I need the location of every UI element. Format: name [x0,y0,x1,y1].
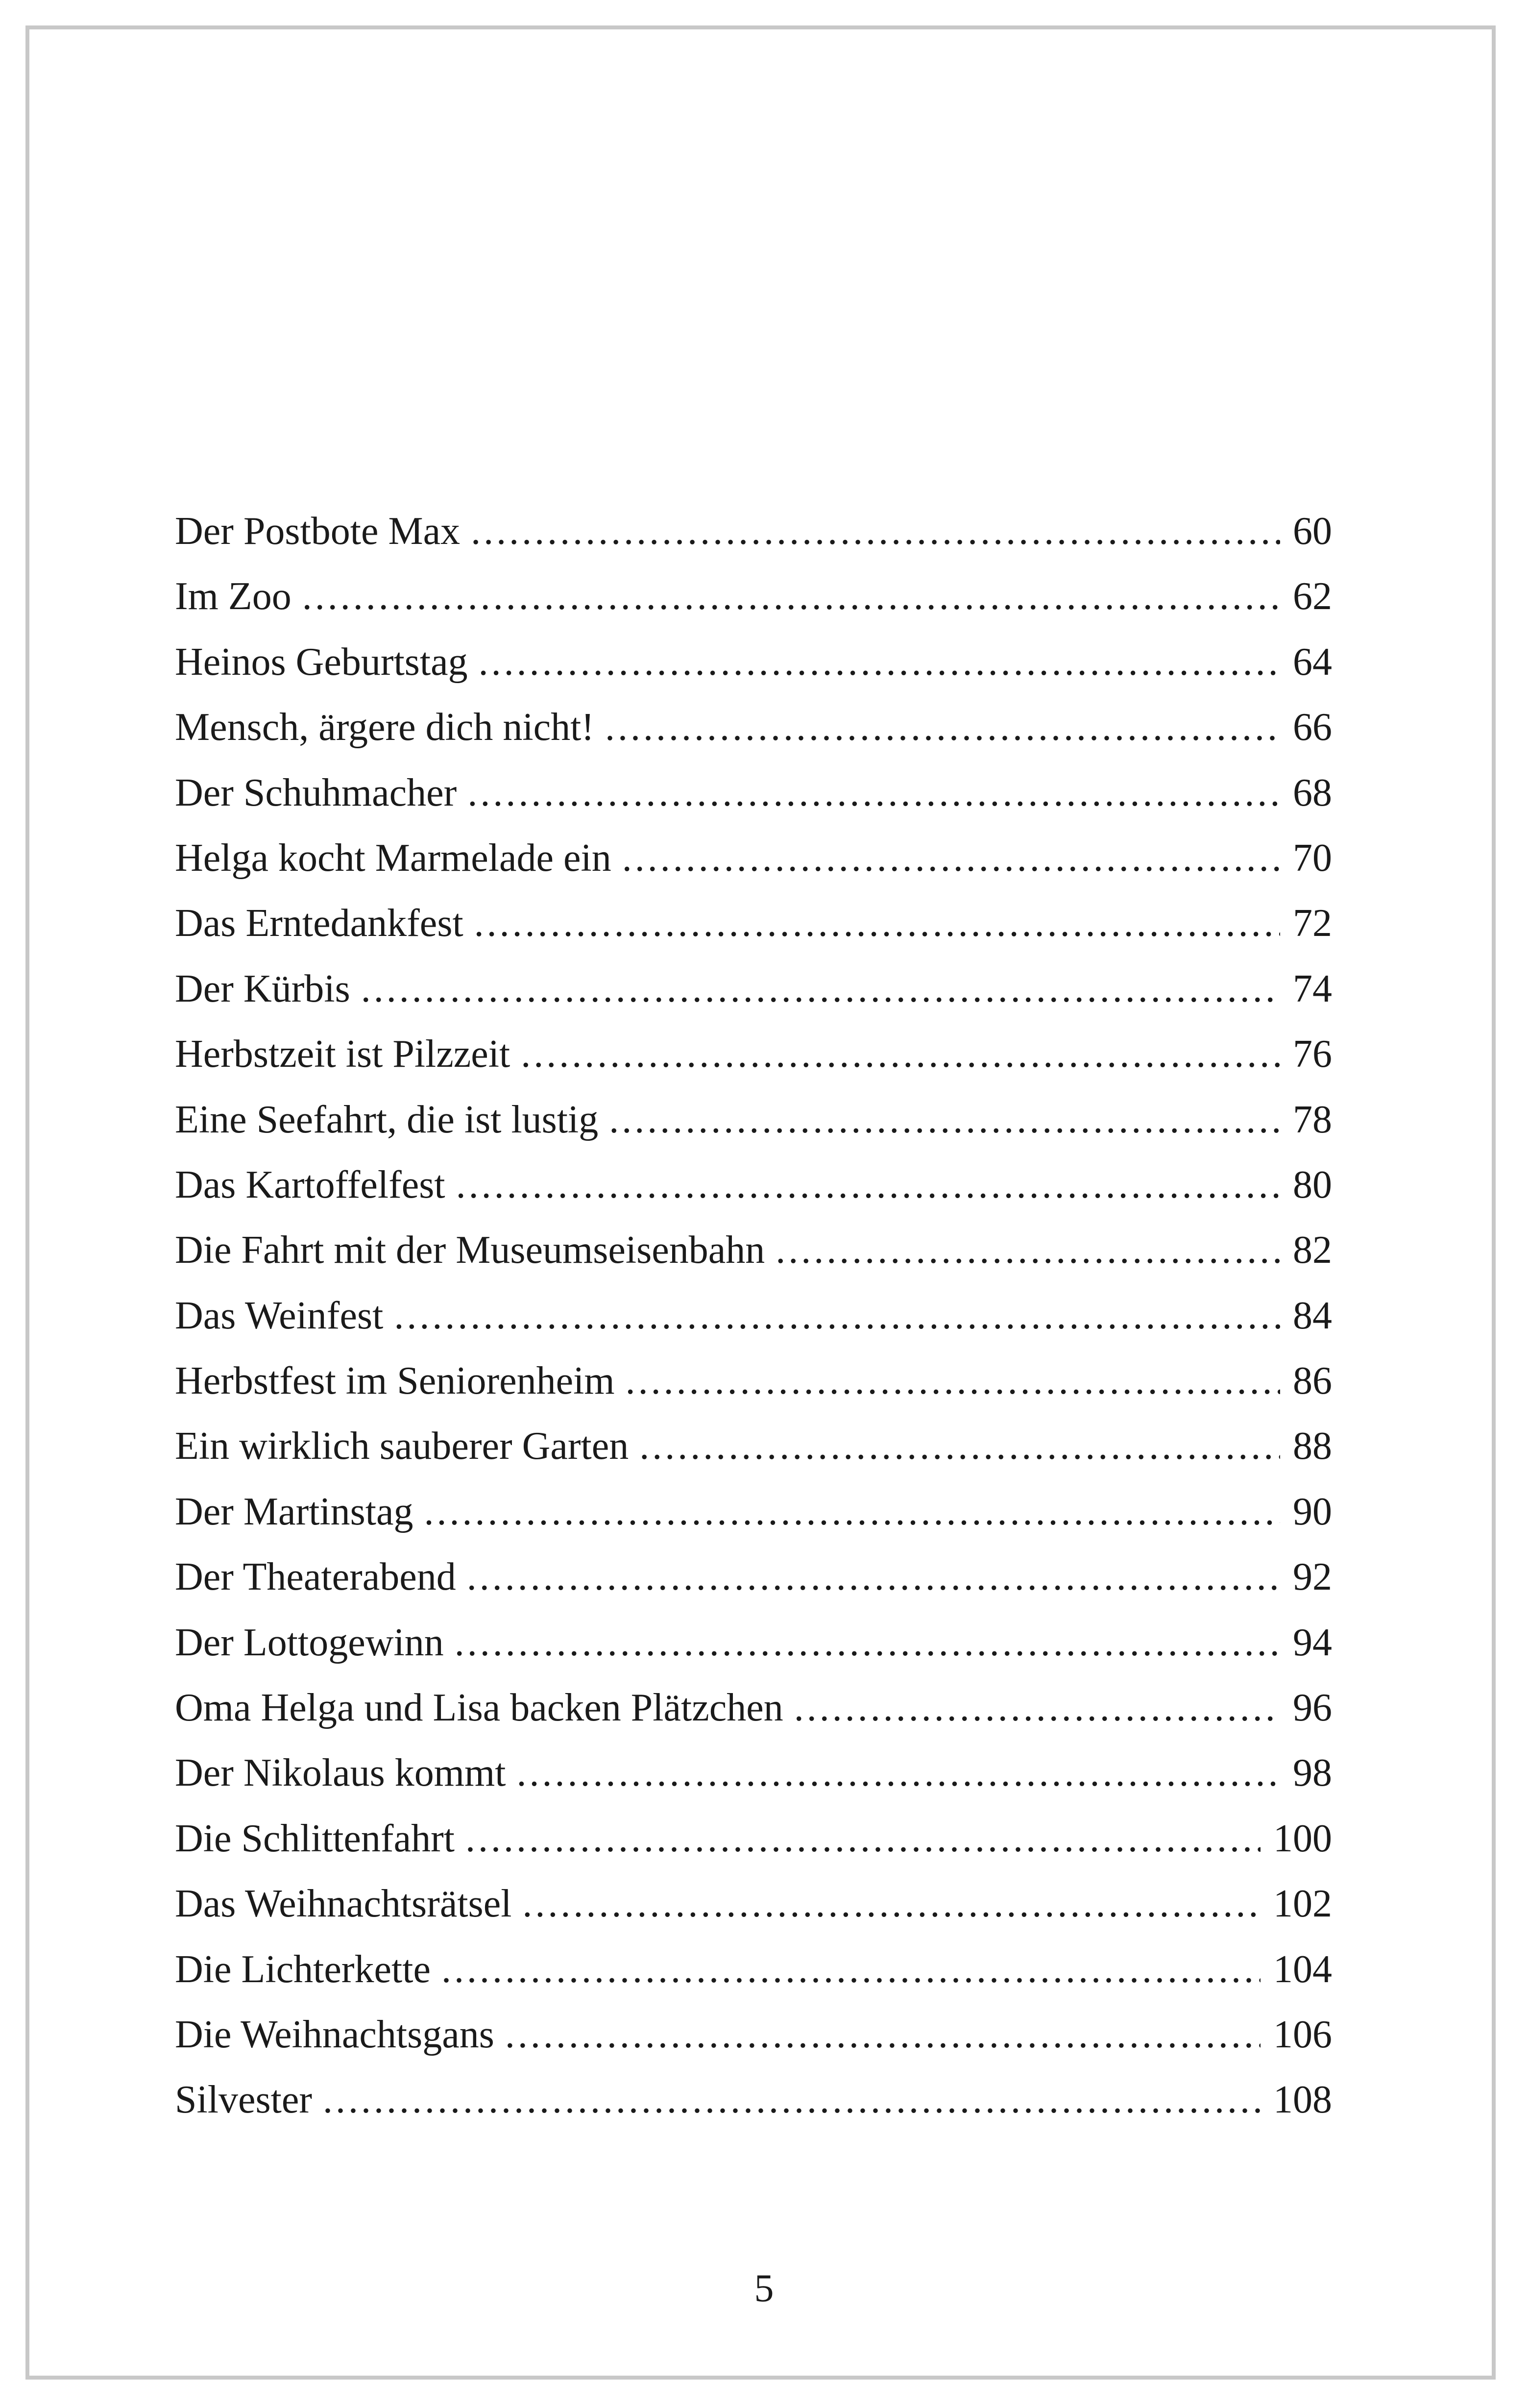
toc-entry[interactable] [175,1937,1332,2002]
toc-entry[interactable] [175,826,1332,891]
toc-entry-title: Heinos Geburtstag [175,640,468,684]
dot-leader [302,564,1280,629]
toc-entry-page: 62 [1293,575,1332,618]
dot-leader [605,695,1280,760]
toc-entry-title: Das Kartoffelfest [175,1163,445,1206]
toc-entry[interactable] [175,1349,1332,1414]
toc-entry-title: Der Postbote Max [175,510,461,553]
toc-entry[interactable] [175,1545,1332,1610]
toc-entry-page: 92 [1293,1555,1332,1599]
toc-entry-page: 106 [1273,2013,1332,2056]
toc-entry-page: 94 [1293,1621,1332,1664]
dot-leader [479,630,1280,695]
dot-leader [794,1675,1280,1741]
toc-entry-title: Oma Helga und Lisa backen Plätzchen [175,1686,783,1730]
toc-entry[interactable] [175,1283,1332,1349]
toc-entry[interactable] [175,695,1332,760]
toc-entry[interactable] [175,1675,1332,1741]
dot-leader [361,957,1280,1022]
toc-entry-page: 76 [1293,1032,1332,1076]
toc-entry-title: Ein wirklich sauberer Garten [175,1425,629,1468]
toc-entry-title: Der Kürbis [175,967,350,1010]
toc-entry-page: 66 [1293,706,1332,749]
toc-entry-title: Der Martinstag [175,1490,413,1533]
table-of-contents [175,499,1332,2133]
toc-entry-page: 68 [1293,771,1332,814]
toc-entry-title: Das Weinfest [175,1294,384,1337]
toc-entry[interactable] [175,1087,1332,1153]
toc-entry[interactable] [175,957,1332,1022]
toc-entry-page: 72 [1293,902,1332,945]
dot-leader [521,1022,1280,1087]
dot-leader [639,1414,1280,1479]
toc-entry[interactable] [175,1610,1332,1675]
toc-entry-page: 98 [1293,1751,1332,1795]
toc-entry-page: 80 [1293,1163,1332,1206]
toc-entry-page: 108 [1273,2078,1332,2122]
toc-entry-title: Die Lichterkette [175,1947,431,1991]
toc-entry-page: 70 [1293,836,1332,880]
toc-entry[interactable] [175,1022,1332,1087]
page-number: 5 [754,2267,774,2310]
toc-entry-page: 86 [1293,1359,1332,1403]
dot-leader [609,1087,1280,1153]
toc-entry-page: 84 [1293,1294,1332,1337]
toc-entry-page: 104 [1273,1947,1332,1991]
dot-leader [474,891,1280,956]
dot-leader [424,1479,1280,1545]
toc-entry-page: 82 [1293,1229,1332,1272]
dot-leader [323,2067,1261,2133]
toc-entry[interactable] [175,499,1332,564]
toc-entry[interactable] [175,564,1332,629]
toc-entry-title: Der Nikolaus kommt [175,1751,506,1795]
toc-entry-title: Die Fahrt mit der Museumseisenbahn [175,1229,765,1272]
dot-leader [471,499,1280,564]
dot-leader [516,1741,1280,1806]
toc-entry[interactable] [175,891,1332,956]
toc-entry-title: Silvester [175,2078,312,2122]
dot-leader [626,1349,1280,1414]
toc-entry-title: Das Erntedankfest [175,902,463,945]
toc-entry[interactable] [175,2067,1332,2133]
toc-entry[interactable] [175,1806,1332,1871]
toc-entry-page: 100 [1273,1817,1332,1860]
toc-entry[interactable] [175,1741,1332,1806]
toc-entry-page: 88 [1293,1425,1332,1468]
toc-entry-title: Mensch, ärgere dich nicht! [175,706,594,749]
dot-leader [467,761,1280,826]
toc-entry-page: 96 [1293,1686,1332,1730]
toc-entry[interactable] [175,2002,1332,2067]
toc-entry-title: Der Schuhmacher [175,771,457,814]
toc-entry-page: 78 [1293,1098,1332,1141]
toc-entry-page: 60 [1293,510,1332,553]
toc-entry-title: Das Weihnachtsrätsel [175,1882,512,1926]
toc-entry-title: Herbstzeit ist Pilzzeit [175,1032,510,1076]
toc-entry-title: Der Lottogewinn [175,1621,444,1664]
dot-leader [522,1871,1261,1937]
toc-entry[interactable] [175,761,1332,826]
toc-entry-page: 64 [1293,640,1332,684]
toc-entry-title: Der Theaterabend [175,1555,456,1599]
toc-entry[interactable] [175,1153,1332,1218]
toc-entry[interactable] [175,1479,1332,1545]
toc-entry[interactable] [175,630,1332,695]
dot-leader [622,826,1280,891]
dot-leader [505,2002,1261,2067]
dot-leader [441,1937,1261,2002]
toc-entry-page: 74 [1293,967,1332,1010]
toc-entry[interactable] [175,1414,1332,1479]
dot-leader [456,1153,1280,1218]
dot-leader [465,1806,1261,1871]
dot-leader [394,1283,1280,1349]
toc-entry-title: Herbstfest im Seniorenheim [175,1359,615,1403]
dot-leader [455,1610,1280,1675]
dot-leader [776,1218,1280,1283]
toc-entry-page: 90 [1293,1490,1332,1533]
dot-leader [467,1545,1280,1610]
toc-entry-title: Eine Seefahrt, die ist lustig [175,1098,599,1141]
toc-entry-title: Im Zoo [175,575,291,618]
toc-entry-title: Die Schlittenfahrt [175,1817,455,1860]
toc-entry-title: Die Weihnachtsgans [175,2013,494,2056]
toc-entry-page: 102 [1273,1882,1332,1926]
toc-entry[interactable] [175,1218,1332,1283]
toc-entry-title: Helga kocht Marmelade ein [175,836,611,880]
toc-entry[interactable] [175,1871,1332,1937]
